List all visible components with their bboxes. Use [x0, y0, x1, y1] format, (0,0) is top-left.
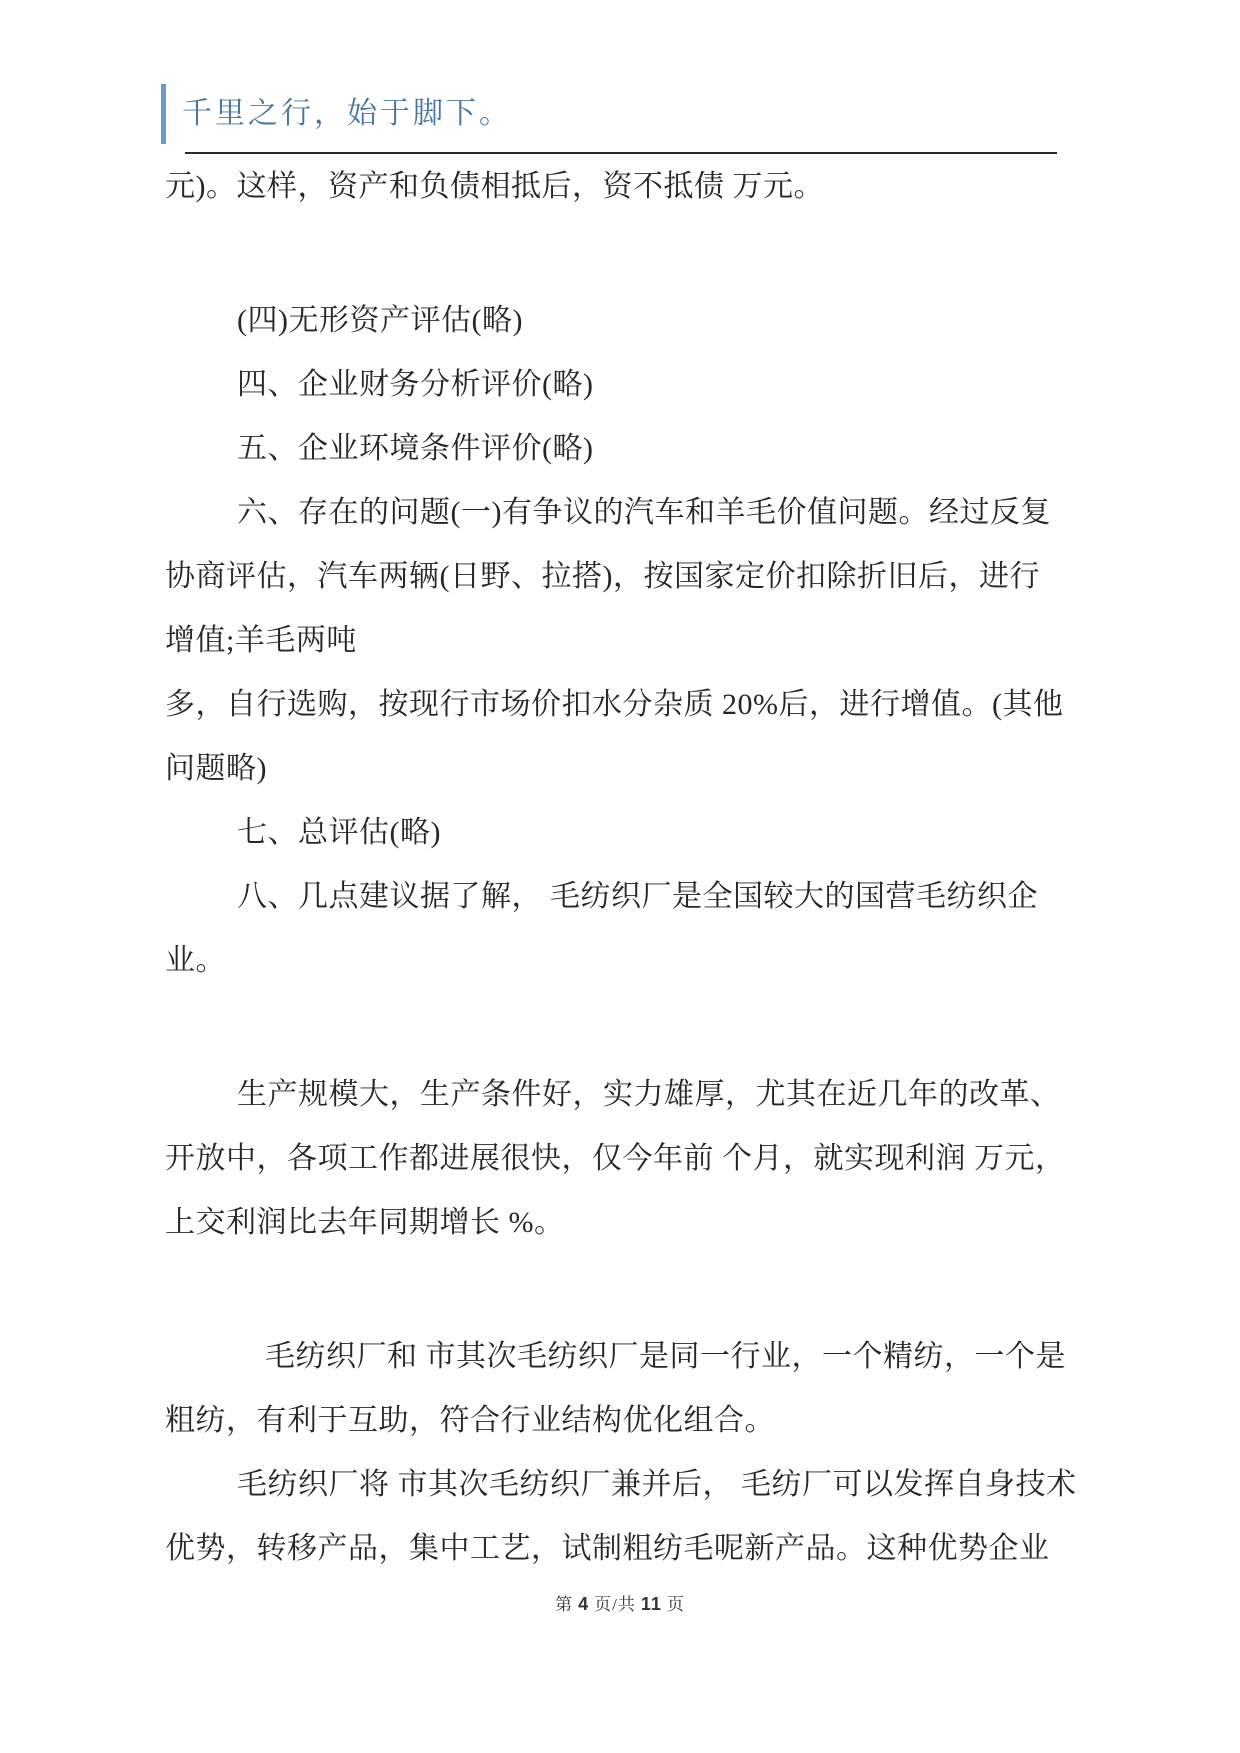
body-line: 问题略): [165, 752, 267, 785]
body-line: 业。: [165, 944, 226, 977]
body-line: 五、企业环境条件评价(略): [237, 432, 594, 465]
body-line: 上交利润比去年同期增长 %。: [165, 1206, 565, 1239]
body-line: 毛纺织厂将 市其次毛纺织厂兼并后， 毛纺厂可以发挥自身技术: [237, 1468, 1077, 1501]
footer-total-pages: 11: [640, 1594, 662, 1614]
body-line: 元)。这样，资产和负债相抵后，资不抵债 万元。: [165, 170, 824, 203]
footer-label-prefix: 第: [555, 1595, 574, 1614]
body-line: 开放中，各项工作都进展很快，仅今年前 个月，就实现利润 万元，: [165, 1142, 1066, 1175]
body-line: 七、总评估(略): [237, 816, 441, 849]
document-body: [165, 155, 1077, 1581]
body-line: 生产规模大，生产条件好，实力雄厚，尤其在近几年的改革、: [237, 1078, 1061, 1111]
body-line: 毛纺织厂和 市其次毛纺织厂是同一行业，一个精纺，一个是: [265, 1340, 1066, 1373]
body-line: 八、几点建议据了解， 毛纺织厂是全国较大的国营毛纺织企: [237, 880, 1038, 913]
body-line: (四)无形资产评估(略): [237, 304, 523, 337]
header-accent-bar: [161, 84, 166, 144]
body-line: 六、存在的问题(一)有争议的汽车和羊毛价值问题。经过反复: [237, 496, 1051, 529]
header-quote: 千里之行，始于脚下。: [182, 96, 512, 131]
body-line: 粗纺，有利于互助，符合行业结构优化组合。: [165, 1404, 775, 1437]
footer-label-suffix: 页: [666, 1595, 685, 1614]
body-line: 四、企业财务分析评价(略): [237, 368, 594, 401]
footer-label-middle: 页/共: [594, 1595, 636, 1614]
body-line: 增值;羊毛两吨: [165, 624, 357, 657]
body-line: 优势，转移产品，集中工艺，试制粗纺毛呢新产品。这种优势企业: [165, 1532, 1050, 1565]
page-footer: [0, 1590, 1240, 1615]
body-line: 协商评估，汽车两辆(日野、拉搭)，按国家定价扣除折旧后，进行: [165, 560, 1040, 593]
body-line: 多，自行选购，按现行市场价扣水分杂质 20%后，进行增值。(其他: [165, 688, 1064, 721]
footer-current-page: 4: [578, 1594, 590, 1614]
header-divider: [185, 152, 1057, 154]
